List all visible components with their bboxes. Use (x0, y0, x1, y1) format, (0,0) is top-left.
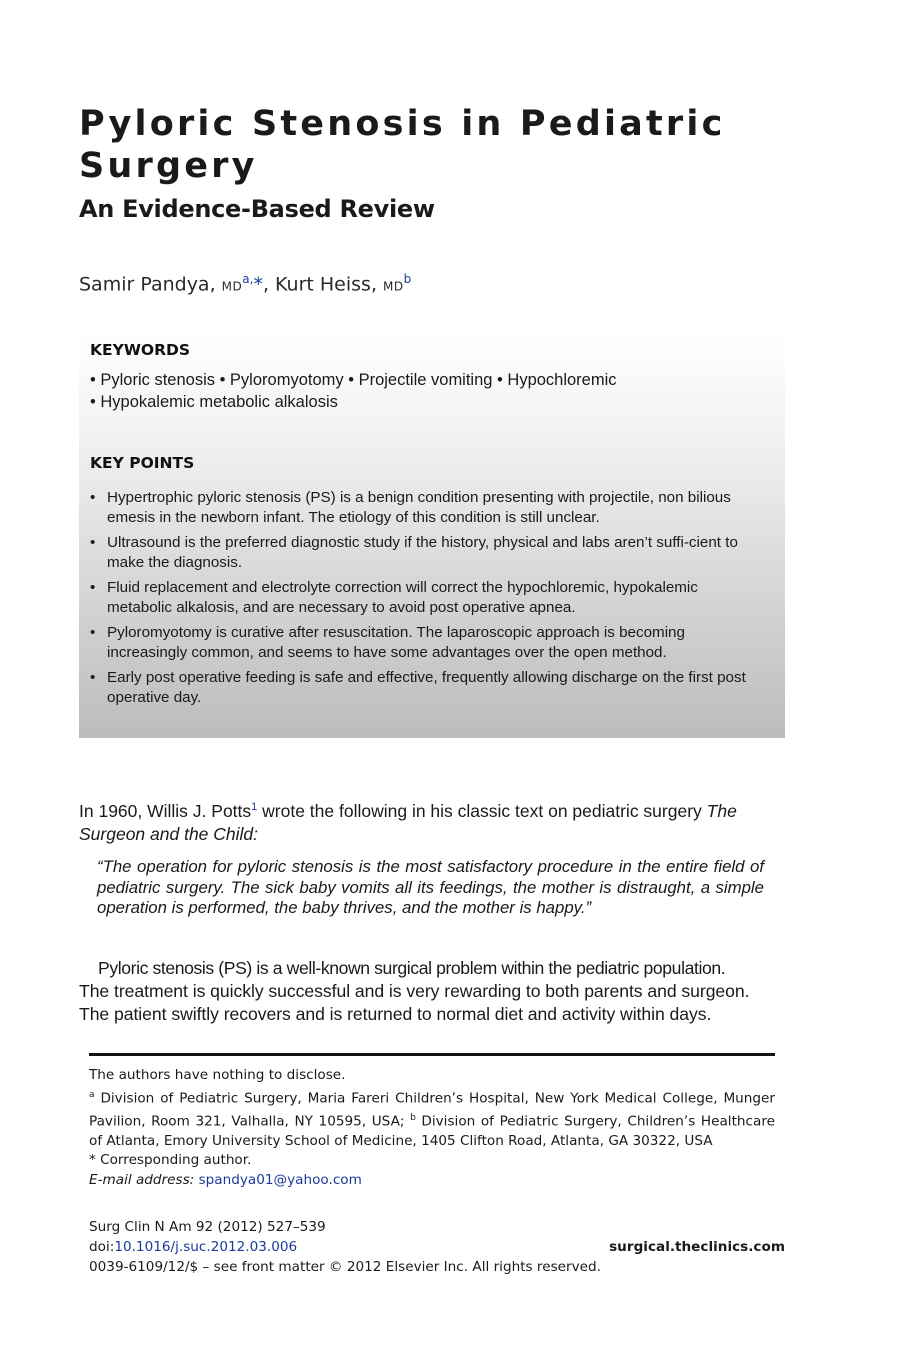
bullet-mark: • (90, 669, 96, 686)
bullet-mark: • (90, 579, 96, 596)
author-affiliation-link[interactable]: b (403, 272, 412, 286)
affiliation-text: Division of Pediatric Surgery, Maria Fareri Children’s Hospital, New York Medical College, Munger Pavilion, Room 321, Valhalla, NY 10595, USA; (89, 1090, 775, 1130)
keywords-keypoints-box (79, 330, 785, 738)
key-point-item (90, 533, 762, 573)
email-link[interactable]: spandya01@yahoo.com (198, 1172, 362, 1189)
title-line-2: Surgery (79, 146, 258, 186)
author-list: Samir Pandya, $MD^{a,}*$, Kurt Heiss, $MD^b$ (79, 272, 412, 296)
body-paragraph (79, 957, 785, 1026)
key-point-item (90, 488, 762, 528)
citation: Surg Clin N Am 92 (2012) 527–539 (89, 1219, 326, 1235)
doi-link[interactable]: 10.1016/j.suc.2012.03.006 (114, 1239, 298, 1255)
key-points-heading: KEY POINTS (90, 454, 195, 472)
key-point-text: Hypertrophic pyloric stenosis (PS) is a benign condition presenting with projectile, non bilious emesis in the newborn infant. The etiology of this condition is still unclear. (107, 489, 731, 526)
bullet-mark: • (90, 534, 96, 551)
affiliation-mark: a (89, 1089, 95, 1100)
key-points-list (90, 488, 762, 713)
disclosure-note: The authors have nothing to disclose. (89, 1067, 346, 1083)
bullet-mark: • (90, 489, 96, 506)
block-quote: “The operation for pyloric stenosis is the most satisfactory procedure in the entire field of pediatric surgery. The sick baby vomits all its feedings, the mother is distraught, a simple operation is performed, the baby thrives, and the mother is happy.” (97, 857, 764, 917)
bullet-mark: • (90, 624, 96, 641)
article-subtitle: An Evidence-Based Review (79, 195, 435, 223)
corresponding-author-note: * Corresponding author. (89, 1152, 252, 1169)
author-name: Kurt Heiss, (275, 273, 377, 296)
key-point-text: Early post operative feeding is safe and effective, frequently allowing discharge on the first post operative day. (107, 669, 746, 706)
paragraph-line: Pyloric stenosis (PS) is a well-known surgical problem within the pediatric population. (98, 958, 726, 978)
copyright-line: 0039-6109/12/$ – see front matter © 2012 Elsevier Inc. All rights reserved. (89, 1259, 601, 1275)
paragraph-line: The patient swiftly recovers and is returned to normal diet and activity within days. (79, 1004, 712, 1024)
journal-info (89, 1217, 785, 1277)
author-degree: MD (383, 279, 404, 294)
reference-link[interactable]: 1 (251, 801, 258, 813)
book-title: The Surgeon and the Child: (79, 800, 737, 844)
corresponding-author-mark[interactable]: * (253, 273, 263, 296)
journal-website[interactable]: surgical.theclinics.com (609, 1239, 785, 1255)
keywords-heading: KEYWORDS (90, 341, 191, 359)
affiliations-note (89, 1086, 775, 1152)
footnotes (89, 1066, 775, 1191)
author-degree: MD (221, 279, 243, 294)
email-note (89, 1171, 775, 1191)
article-title (79, 103, 726, 187)
key-point-item (90, 668, 762, 708)
keywords-line: • Hypokalemic metabolic alkalosis (90, 393, 338, 411)
author-name: Samir Pandya, (79, 273, 216, 296)
email-label: E-mail address: (89, 1172, 195, 1189)
intro-text: In 1960, Willis J. Potts (79, 800, 252, 821)
paragraph-line: The treatment is quickly successful and is very rewarding to both parents and surgeon. (79, 981, 750, 1001)
author-affiliation-link[interactable]: a, (242, 272, 254, 286)
key-point-text: Fluid replacement and electrolyte correction will correct the hypochloremic, hypokalemic metabolic alkalosis, and are necessary to avoid post operative apnea. (107, 579, 698, 616)
key-point-item (90, 623, 762, 663)
footnote-divider (89, 1053, 775, 1056)
title-line-1: Pyloric Stenosis in Pediatric (79, 104, 726, 144)
key-point-text: Pyloromyotomy is curative after resuscitation. The laparoscopic approach is becoming increasingly common, and seems to have some advantages over the open method. (107, 624, 685, 661)
doi-prefix: doi: (89, 1239, 115, 1255)
intro-paragraph (79, 796, 785, 846)
affiliation-text: Division of Pediatric Surgery, Children’s Healthcare of Atlanta, Emory University School of Medicine, 1405 Clifton Road, Atlanta, GA 30322, USA (89, 1113, 775, 1149)
keywords-line: • Pyloric stenosis • Pyloromyotomy • Projectile vomiting • Hypochloremic (90, 371, 617, 389)
key-point-text: Ultrasound is the preferred diagnostic study if the history, physical and labs aren’t suffi-cient to make the diagnosis. (107, 534, 738, 571)
affiliation-mark: b (410, 1112, 416, 1123)
key-point-item (90, 578, 762, 618)
intro-text: wrote the following in his classic text on pediatric surgery (257, 800, 707, 821)
